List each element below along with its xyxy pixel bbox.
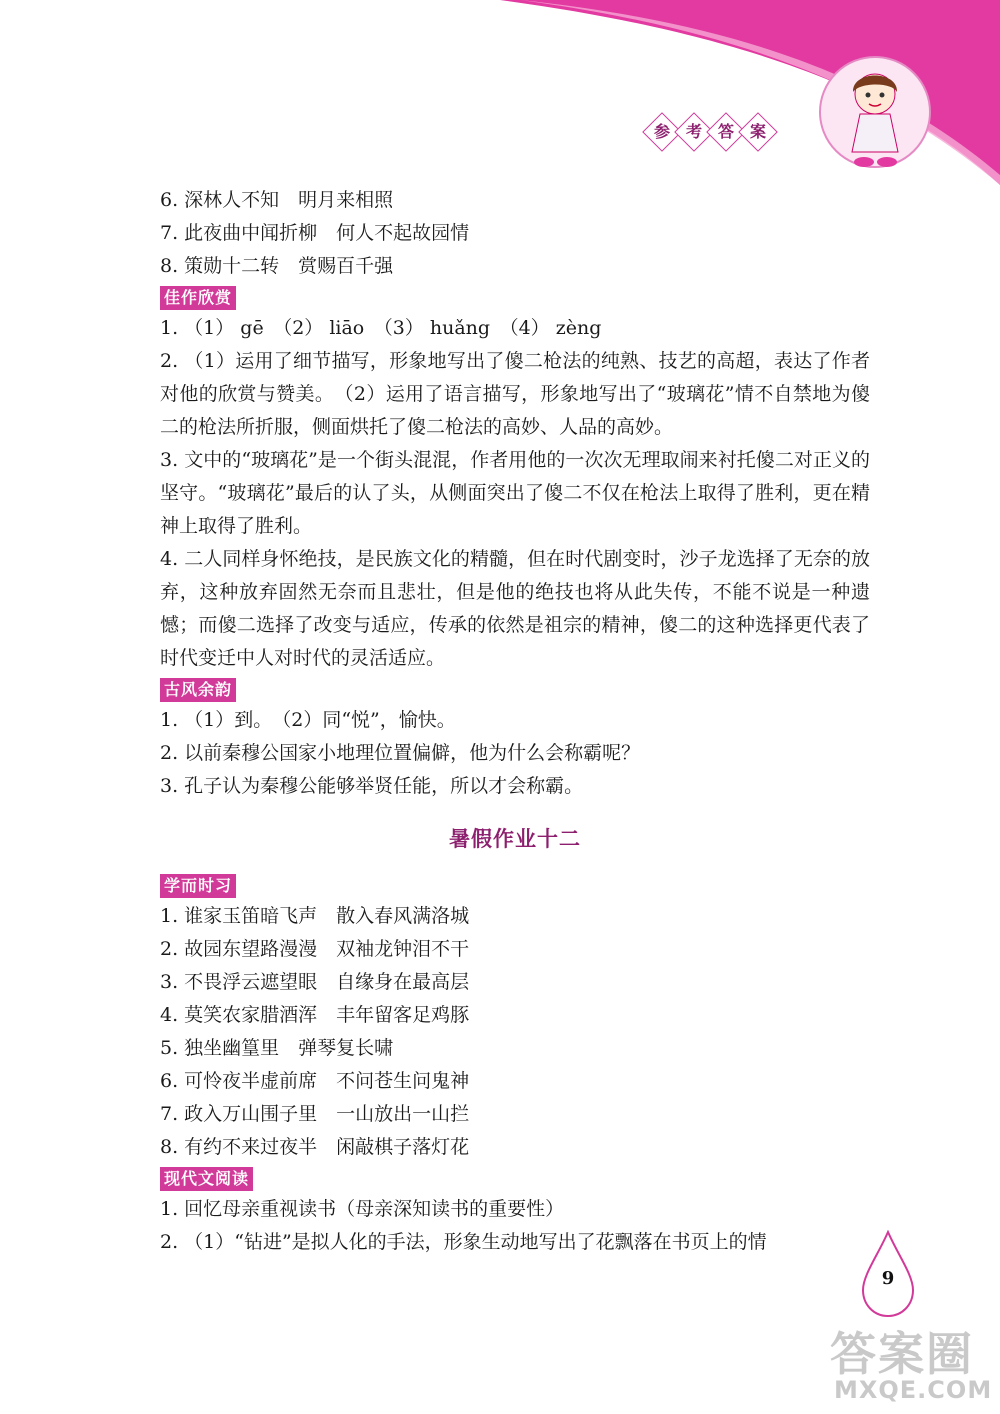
answer-paragraph: 2. （1）运用了细节描写，形象地写出了傻二枪法的纯熟、技艺的高超，表达了作者对他的欣赏与赞美。 （2）运用了语言描写，形象地写出了“玻璃花”情不自禁地为傻二的枪法所折服，侧面烘托了傻二枪法的高妙、人品的高妙。 [160, 350, 870, 438]
girl-illustration [812, 52, 938, 180]
answer-line: 3. 孔子认为秦穆公能够举贤任能，所以才会称霸。 [160, 775, 584, 797]
watermark [826, 1318, 996, 1408]
section-label-appreciation: 佳作欣赏 [160, 286, 236, 310]
answer-line: 7. 此夜曲中闻折柳 何人不起故园情 [160, 222, 470, 244]
answer-line: 8. 策勋十二转 赏赐百千强 [160, 255, 394, 277]
section-label-modern: 现代文阅读 [160, 1167, 253, 1191]
section-title: 暑假作业十二 [449, 826, 581, 851]
answer-line: 5. 独坐幽篁里 弹琴复长啸 [160, 1037, 394, 1059]
answer-line: 2. 故园东望路漫漫 双袖龙钟泪不干 [160, 938, 470, 960]
watermark-logo: 答案圈 [830, 1327, 974, 1381]
answer-line: 6. 可怜夜半虚前席 不问苍生问鬼神 [160, 1070, 470, 1092]
tag-char-3: 答 [706, 112, 746, 152]
watermark-url: MXQE.COM [834, 1376, 993, 1404]
answer-line: 1. （1） gē （2） liāo （3） huǎng （4） zèng [160, 317, 602, 339]
answer-line: 8. 有约不来过夜半 闲敲棋子落灯花 [160, 1136, 470, 1158]
answer-line: 6. 深林人不知 明月来相照 [160, 189, 394, 211]
tag-char-4: 案 [738, 112, 778, 152]
answer-line: 2. （1）“钻进”是拟人化的手法，形象生动地写出了花飘落在书页上的情 [160, 1231, 767, 1253]
section-label-classic: 古风余韵 [160, 678, 236, 702]
answer-line: 4. 莫笑农家腊酒浑 丰年留客足鸡豚 [160, 1004, 470, 1026]
answer-line: 1. （1）到。 （2）同“悦”，愉快。 [160, 709, 456, 731]
answer-line: 1. 回忆母亲重视读书（母亲深知读书的重要性） [160, 1198, 565, 1220]
answer-line: 7. 政入万山围子里 一山放出一山拦 [160, 1103, 470, 1125]
page-number: 9 [881, 1268, 895, 1289]
page-content [160, 184, 870, 1259]
tag-char-2: 考 [674, 112, 714, 152]
answer-line: 1. 谁家玉笛暗飞声 散入春风满洛城 [160, 905, 470, 927]
section-label-learning: 学而时习 [160, 874, 236, 898]
answer-paragraph: 4. 二人同样身怀绝技，是民族文化的精髓，但在时代剧变时，沙子龙选择了无奈的放弃，这种放弃固然无奈而且悲壮，但是他的绝技也将从此失传，不能不说是一种遗憾；而傻二选择了改变与适应，传承的依然是祖宗的精神，傻二的这种选择更代表了时代变迁中人对时代的灵活适应。 [160, 548, 870, 669]
answer-line: 3. 不畏浮云遮望眼 自缘身在最高层 [160, 971, 470, 993]
answer-line: 2. 以前秦穆公国家小地理位置偏僻，他为什么会称霸呢？ [160, 742, 641, 764]
tag-char-1: 参 [642, 112, 682, 152]
reference-answer-tag [648, 118, 772, 146]
answer-paragraph: 3. 文中的“玻璃花”是一个街头混混，作者用他的一次次无理取闹来衬托傻二对正义的坚守。“玻璃花”最后的认了头，从侧面突出了傻二不仅在枪法上取得了胜利，更在精神上取得了胜利。 [160, 449, 870, 537]
